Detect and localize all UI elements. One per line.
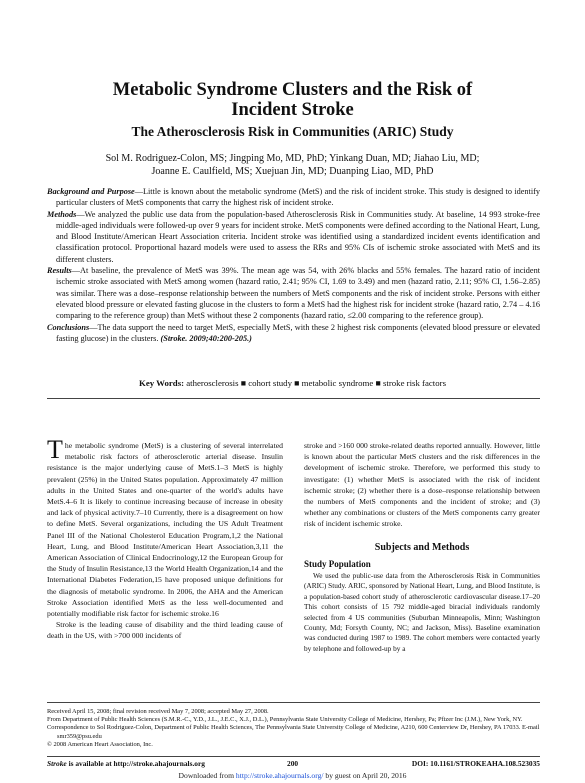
- journal-url-text: is available at http://stroke.ahajournals.org: [66, 759, 205, 768]
- intro-paragraph-1-text: he metabolic syndrome (MetS) is a clustering of several interrelated metabolic risk factors of atherosclerotic arterial disease. Insulin resistance is the major underlying cause of MetS.1–3 MetS is highly prevalent (25%) in the United States population. Approximately 47 million adults in the United States and one-quarter of the world's adults have MetS.4–6 It is likely to continue increasing because of increase in obesity and lack of physical activity.7–10 Currently, there is a disagreement on how to define MetS. Several organizations, including the US Adult Treatment Panel III of the National Cholesterol Education Program,1,2 the National Heart, Lung, and Blood Institute/American Heart Association,3,11 the American Association of Clinical Endocrinology,12 the European Group for the Study of Insulin Resistance,13 the World Health Organization,14 and the International Diabetes Federation,15 have proposed unique definitions for the diagnosis of metabolic syndrome. In 2006, the AHA and the American Stroke Association identified MetS as the less well-documented and potentially modifiable risk factor for ischemic stroke.16: [47, 441, 283, 619]
- download-notice: [0, 771, 585, 780]
- abstract-conclusions-label: Conclusions: [47, 322, 90, 332]
- abstract-citation: (Stroke. 2009;40:200-205.): [160, 333, 252, 343]
- keywords-text: atherosclerosis ■ cohort study ■ metabolic syndrome ■ stroke risk factors: [184, 378, 446, 388]
- abstract-background-text: —Little is known about the metabolic syndrome (MetS) and the risk of incident stroke. This study is designed to identify particular clusters of MetS components that carry the highest risk of incident stroke.: [56, 187, 540, 208]
- journal-name: Stroke: [47, 759, 67, 768]
- footer-divider: [47, 756, 540, 757]
- intro-paragraph-2: Stroke is the leading cause of disability and the third leading cause of death in the US, with >700 000 incidents of: [47, 620, 283, 641]
- keywords: [0, 378, 585, 388]
- abstract-conclusions-text: —The data support the need to target MetS, especially MetS, with these 2 highest risk components (elevated blood pressure or elevated fasting glucose) in the clusters.: [56, 322, 540, 343]
- download-suffix: by guest on April 20, 2016: [323, 771, 407, 780]
- abstract-background: [47, 186, 540, 209]
- abstract-results: [47, 265, 540, 321]
- abstract-methods-label: Methods: [47, 209, 77, 219]
- article-title: [0, 80, 585, 120]
- abstract: [47, 186, 540, 344]
- subsection-heading-study-population: Study Population: [304, 558, 371, 569]
- footnote-divider: [47, 702, 540, 703]
- author-list: [40, 152, 545, 178]
- intro-paragraph-3: stroke and >160 000 stroke-related deaths reported annually. However, little is known about the particular MetS clusters and the risk differences in the development of ischemic stroke. Therefore, we performed this study to investigate: (1) whether MetS is associated with the risk of incident ischemic stroke; (2) whether there is a dose–response relationship between the numbers of MetS components and the incident of stroke; and (3) whether any combinations or clusters of the MetS components carry greater risk of incident ischemic stroke.: [304, 441, 540, 529]
- footnote-received: Received April 15, 2008; final revision received May 7, 2008; accepted May 27, 2008.: [47, 708, 269, 715]
- footnote-correspondence: Correspondence to Sol Rodriguez-Colon, Department of Public Health Sciences, The Pennsylvania State University College of Medicine, A210, 600 Centerview Dr, Hershey, PA 17033. E-mail smr359@psu.edu: [47, 724, 540, 740]
- right-column: [304, 440, 540, 654]
- footnote-copyright: © 2008 American Heart Association, Inc.: [47, 740, 153, 748]
- left-column: [47, 435, 283, 642]
- author-line-2: Joanne E. Caulfield, MS; Xuejuan Jin, MD; Duanping Liao, MD, PhD: [151, 166, 434, 177]
- article-title-line-1: Metabolic Syndrome Clusters and the Risk of: [112, 80, 473, 100]
- abstract-methods: [47, 209, 540, 265]
- page-number: 200: [287, 759, 299, 768]
- abstract-results-label: Results: [47, 266, 72, 276]
- author-line-1: Sol M. Rodriguez-Colon, MS; Jingping Mo, MD, PhD; Yinkang Duan, MD; Jiahao Liu, MD;: [105, 153, 480, 164]
- abstract-background-label: Background and Purpose: [47, 187, 135, 196]
- abstract-results-text: —At baseline, the prevalence of MetS was 39%. The mean age was 54, with 26% blacks and 55% females. The hazard ratio of incident ischemic stroke associated with MetS among women (hazard ratio, 2.41; 95% CI, 1.69 to 3.49) and men (hazard ratio, 2.11; 95% CI, 1.56–2.85) was similar. There was a dose–response relationship between the numbers of MetS components and the risk of incident stroke. Persons with either elevated blood pressure or elevated fasting glucose in the clusters to form a MetS had the highest risk for incident stroke (hazard ratio, 2.74 – 4.16 comparing to the reference group) than MetS without these 2 components (hazard ratio, ≤2.00 comparing to the reference group).: [56, 266, 540, 321]
- abstract-conclusions: [47, 322, 540, 345]
- keywords-divider: [47, 398, 540, 399]
- download-prefix: Downloaded from: [178, 771, 236, 780]
- abstract-methods-text: —We analyzed the public use data from the population-based Atherosclerosis Risk in Communities study. At baseline, 14 993 stroke-free middle-aged individuals were followed-up over 9 years for incident stroke. MetS components were defined according to the National Heart, Lung, and Blood Institute/American Heart Association criteria. Incident stroke was identified using a standardized incident events identification and classification protocol. Proportional hazard models were used to assess the RRs and 95% CIs of ischemic stroke associated with MetS and its different clusters.: [56, 209, 540, 264]
- journal-availability: [47, 759, 205, 768]
- download-link[interactable]: http://stroke.ahajournals.org/: [235, 771, 324, 780]
- article-title-line-2: Incident Stroke: [231, 100, 354, 120]
- keywords-label: Key Words:: [139, 378, 185, 388]
- journal-footer: [47, 759, 540, 768]
- study-population-paragraph: We used the public-use data from the Atherosclerosis Risk in Communities (ARIC) Study. ARIC, sponsored by National Heart, Lung, and Blood Institute, is a population-based cohort study of atherosclerotic cardiovascular disease.17–20 This cohort consists of 15 792 middle-aged biracial individuals randomly selected from 4 US communities (Suburban Minneapolis, Minn; Washington County, Md; Forsyth County, NC; and Jackson, Miss). Baseline examination was conducted during 1987 to 1989. The cohort members were contacted yearly by telephone and followed-up by a: [304, 571, 540, 653]
- article-subtitle: The Atherosclerosis Risk in Communities (ARIC) Study: [131, 124, 454, 139]
- footnote-affiliation: From Department of Public Health Sciences (S.M.R.-C., Y.D., J.L., J.E.C., X.J., D.L.), Pennsylvania State University College of Medicine, Hershey, Pa; Pfizer Inc (J.M.), New York, NY.: [47, 716, 523, 724]
- doi: DOI: 10.1161/STROKEAHA.108.523035: [411, 759, 540, 768]
- intro-paragraph-1: [47, 435, 283, 619]
- drop-cap: T: [47, 435, 63, 464]
- footnotes: [47, 708, 540, 749]
- section-heading-subjects-methods: Subjects and Methods: [374, 541, 470, 553]
